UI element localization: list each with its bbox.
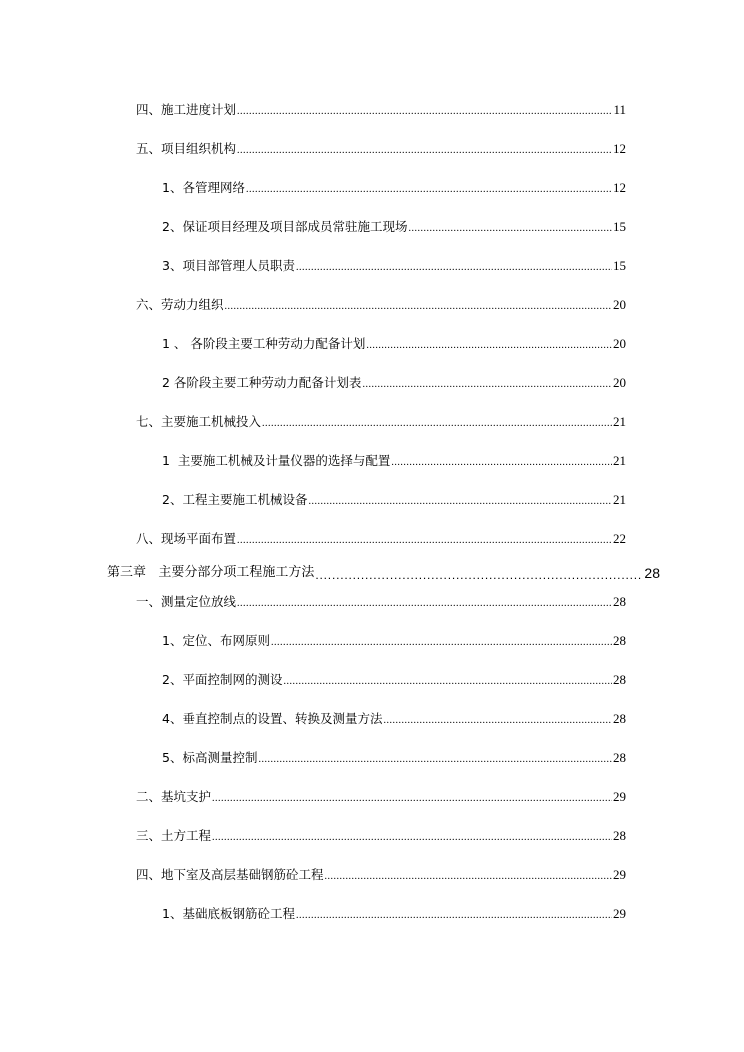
toc-entry-title: 5、标高测量控制	[162, 750, 258, 765]
toc-leader-dots	[225, 301, 612, 313]
toc-entry-page: 29	[613, 789, 626, 804]
toc-entry[interactable]	[136, 102, 626, 118]
toc-entry[interactable]	[162, 336, 626, 352]
toc-entry-title: 第三章 主要分部分项工程施工方法	[107, 565, 315, 580]
toc-entry[interactable]	[136, 531, 626, 547]
toc-entry[interactable]	[162, 258, 626, 274]
toc-entry[interactable]	[162, 711, 626, 727]
toc-entry-title: 五、项目组织机构	[136, 141, 237, 156]
toc-entry-page: 11	[613, 102, 626, 117]
toc-entry-title: 1 、 各阶段主要工种劳动力配备计划	[162, 336, 366, 351]
toc-leader-dots	[258, 754, 612, 766]
toc-leader-dots	[262, 418, 612, 430]
toc-leader-dots	[212, 793, 612, 805]
toc-leader-dots	[283, 676, 612, 688]
toc-entry-title: 三、土方工程	[136, 828, 212, 843]
toc-chapter-entry[interactable]	[107, 565, 660, 581]
toc-entry[interactable]	[162, 219, 626, 235]
toc-entry-page: 28	[613, 828, 626, 843]
toc-leader-dots	[408, 223, 612, 235]
toc-entry-page: 28	[613, 711, 626, 726]
toc-entry[interactable]	[136, 594, 626, 610]
toc-entry-title: 2、工程主要施工机械设备	[162, 492, 308, 507]
toc-entry-page: 12	[613, 141, 626, 156]
toc-leader-dots	[325, 871, 612, 883]
toc-entry[interactable]	[136, 867, 626, 883]
toc-entry[interactable]	[136, 828, 626, 844]
toc-leader-dots	[391, 457, 612, 469]
toc-entry-page: 28	[613, 672, 626, 687]
toc-entry-title: 六、劳动力组织	[136, 297, 224, 312]
toc-entry[interactable]	[162, 750, 626, 766]
toc-entry-title: 1、定位、布网原则	[162, 633, 270, 648]
toc-leader-dots	[366, 340, 612, 352]
toc-entry-page: 21	[613, 492, 626, 507]
toc-leader-dots	[296, 262, 612, 274]
toc-entry-title: 七、主要施工机械投入	[136, 414, 262, 429]
toc-entry[interactable]	[136, 414, 626, 430]
toc-entry-page: 15	[613, 219, 626, 234]
toc-entry[interactable]	[162, 672, 626, 688]
toc-entry-page: 21	[613, 453, 626, 468]
toc-leader-dots	[296, 910, 612, 922]
toc-entry-title: 3、项目部管理人员职责	[162, 258, 295, 273]
toc-entry-page: 29	[613, 867, 626, 882]
toc-entry-page: 29	[613, 906, 626, 921]
toc-entry-title: 4、垂直控制点的设置、转换及测量方法	[162, 711, 383, 726]
toc-leader-dots	[237, 106, 612, 118]
toc-entry[interactable]	[162, 633, 626, 649]
toc-entry-page: 20	[613, 297, 626, 312]
toc-entry-title: 四、施工进度计划	[136, 102, 237, 117]
toc-leader-dots	[308, 496, 612, 508]
toc-leader-dots	[246, 184, 612, 196]
toc-entry[interactable]	[162, 492, 626, 508]
toc-entry-title: 二、基坑支护	[136, 789, 212, 804]
toc-entry-page: 20	[613, 375, 626, 390]
toc-leader-dots	[383, 715, 612, 727]
toc-entry[interactable]	[136, 297, 626, 313]
toc-entry[interactable]	[162, 180, 626, 196]
toc-entry-title: 1、各管理网络	[162, 180, 245, 195]
toc-leader-dots	[237, 145, 612, 157]
toc-entry-title: 八、现场平面布置	[136, 531, 237, 546]
toc-entry-title: 2、平面控制网的测设	[162, 672, 283, 687]
toc-entry[interactable]	[136, 789, 626, 805]
toc-entry-title: 2、保证项目经理及项目部成员常驻施工现场	[162, 219, 408, 234]
toc-entry-page: 15	[613, 258, 626, 273]
toc-entry-title: 2 各阶段主要工种劳动力配备计划表	[162, 375, 362, 390]
toc-leader-dots	[362, 379, 612, 391]
toc-entry-page: 20	[613, 336, 626, 351]
toc-entry-title: 1、基础底板钢筋砼工程	[162, 906, 295, 921]
toc-entry-title: 1 主要施工机械及计量仪器的选择与配置	[162, 453, 391, 468]
toc-leader-dots	[237, 598, 612, 610]
toc-entry-page: 28	[613, 594, 626, 609]
toc-entry-page: 12	[613, 180, 626, 195]
toc-entry-title: 一、测量定位放线	[136, 594, 237, 609]
toc-entry[interactable]	[162, 453, 626, 469]
toc-entry-page: 22	[613, 531, 626, 546]
toc-leader-dots	[271, 637, 612, 649]
toc-entry-page: 28	[644, 565, 660, 581]
toc-entry[interactable]	[162, 375, 626, 391]
toc-entry-page: 28	[613, 633, 626, 648]
toc-entry-page: 28	[613, 750, 626, 765]
toc-entry[interactable]	[162, 906, 626, 922]
toc-entry[interactable]	[136, 141, 626, 157]
toc-entry-title: 四、地下室及高层基础钢筋砼工程	[136, 867, 324, 882]
toc-leader-dots	[212, 832, 612, 844]
toc-leader-dots	[315, 569, 643, 581]
toc-leader-dots	[237, 535, 612, 547]
toc-entry-page: 21	[613, 414, 626, 429]
